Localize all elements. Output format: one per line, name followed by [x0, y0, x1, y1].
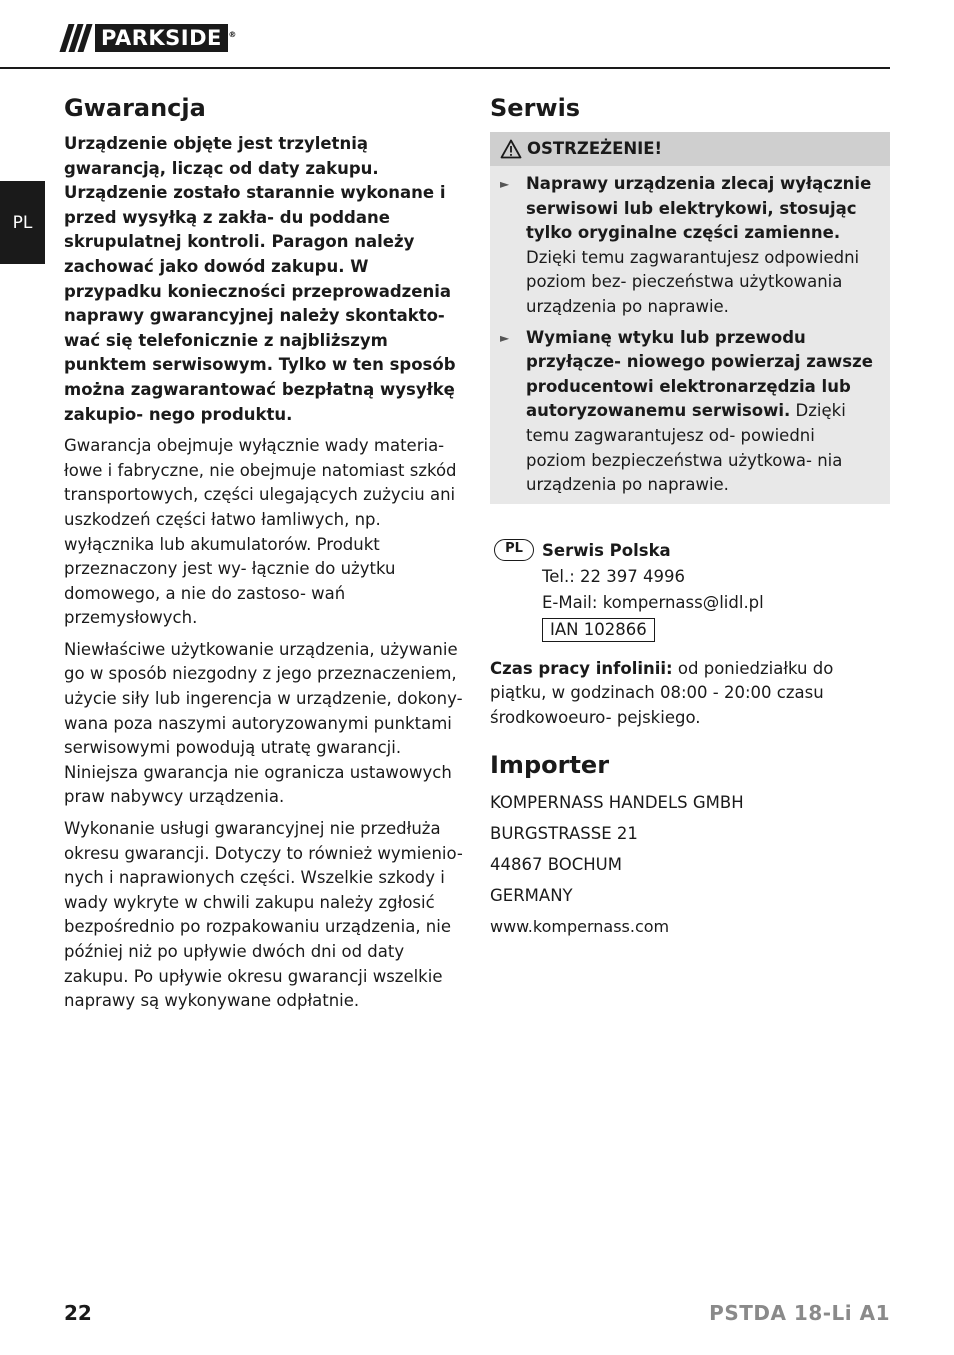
service-contact: [490, 538, 890, 643]
warranty-paragraph-3: Niewłaściwe użytkowanie urządzenia, używanie go w sposób niezgodny z jego przeznaczeniem, użycie siły lub ingerencja w urządzenie, dokony- wana poza naszymi autoryzowanymi punktami serwisowymi powodują utratę gwarancji. Niniejsza gwarancja nie ogranicza ustawowych praw nabywcy urządzenia.: [64, 639, 463, 807]
warning-box: [490, 132, 890, 504]
hotline-hours-label: Czas pracy infolinii:: [490, 658, 673, 678]
importer-street: BURGSTRASSE 21: [490, 823, 638, 843]
warning-header: [490, 132, 890, 166]
language-tab: PL: [0, 181, 45, 264]
warning-item: [490, 166, 890, 320]
importer-website-link[interactable]: www.kompernass.com: [490, 916, 670, 936]
parkside-logo: [64, 24, 237, 52]
service-email[interactable]: E-Mail: kompernass@lidl.pl: [542, 592, 764, 612]
page-number: 22: [64, 1301, 92, 1325]
registered-mark: ®: [228, 30, 237, 39]
header-rule: [0, 67, 890, 69]
logo-brand: [95, 24, 237, 52]
warning-item: [490, 320, 890, 498]
service-title: Serwis: [490, 94, 581, 122]
ian-number: IAN 102866: [542, 618, 655, 642]
warranty-title: Gwarancja: [64, 94, 206, 122]
importer-country: GERMANY: [490, 885, 573, 905]
logo-stripes: [64, 24, 91, 52]
warning-item-text: Dzięki temu zagwarantujesz od- powiedni poziom bezpieczeństwa użytkowa- nia urządzenia po naprawie.: [526, 401, 846, 495]
service-phone[interactable]: Tel.: 22 397 4996: [542, 566, 686, 586]
importer-company: KOMPERNASS HANDELS GMBH: [490, 792, 744, 812]
warning-item-bold: Wymianę wtyku lub przewodu przyłącze- niowego powierzaj zawsze producentowi elektronarzędzia lub autoryzowanemu serwisowi.: [526, 327, 873, 421]
service-name: Serwis Polska: [542, 540, 671, 560]
hotline-hours: [490, 657, 890, 731]
warning-item-text: Dzięki temu zagwarantujesz odpowiedni poziom bez- pieczeństwa użytkowania urządzenia po naprawie.: [526, 247, 860, 316]
bullet-arrow-icon: ►: [500, 330, 510, 345]
warranty-column: [64, 92, 466, 1021]
warranty-paragraph-1: Urządzenie objęte jest trzyletnią gwarancją, licząc od daty zakupu. Urządzenie zostało starannie wykonane i przed wysyłką z zakła- du poddane skrupulatnej kontroli. Paragon należy zachować jako dowód zakupu. W przypadku konieczności przeprowadzenia naprawy gwarancyjnej należy skontakto- wać się telefonicznie z najbliższym punktem serwisowym. Tylko w ten sposób można zagwarantować bezpłatną wysyłkę zakupio- nego produktu.: [64, 134, 456, 424]
importer-title: Importer: [490, 750, 610, 779]
logo-text: PARKSIDE: [101, 26, 222, 50]
warning-label: OSTRZEŻENIE!: [527, 138, 663, 158]
country-badge: PL: [494, 539, 534, 561]
warranty-paragraph-2: Gwarancja obejmuje wyłącznie wady materia- łowe i fabryczne, nie obejmuje natomiast szkód transportowych, części ulegających zużyciu ani uszkodzeń części łatwo łamliwych, np. wyłącznika lub akumulatorów. Produkt przeznaczony jest wy- łącznie do użytku domowego, a nie do zastoso- wań przemysłowych.: [64, 436, 457, 628]
importer-city: 44867 BOCHUM: [490, 854, 622, 874]
service-column: [490, 92, 890, 942]
warning-item-bold: Naprawy urządzenia zlecaj wyłącznie serwisowi lub elektrykowi, stosując tylko oryginalne części zamienne.: [526, 174, 872, 243]
bullet-arrow-icon: ►: [500, 177, 510, 191]
hotline-hours-text: od poniedziałku do piątku, w godzinach 08:00 - 20:00 czasu środkowoeuro- pejskiego.: [490, 658, 834, 727]
warranty-paragraph-4: Wykonanie usługi gwarancyjnej nie przedłuża okresu gwarancji. Dotyczy to również wymienio- nych i naprawionych części. Wszelkie szkody i wady wykryte w chwili zakupu należy zgłosić bezpośrednio po rozpakowaniu urządzenia, nie później niż po upływie dwóch dni od daty zakupu. Po upływie okresu gwarancji wszelkie naprawy są wykonywane odpłatnie.: [64, 819, 463, 1011]
warning-triangle-icon: [500, 139, 522, 159]
model-name: PSTDA 18-Li A1: [709, 1301, 890, 1325]
